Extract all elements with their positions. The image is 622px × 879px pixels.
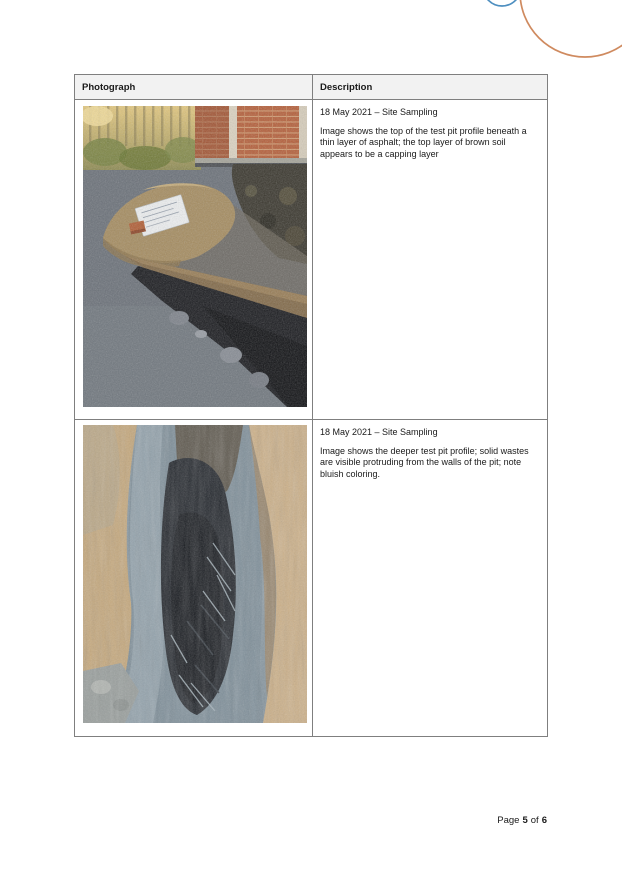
column-header-photograph: Photograph <box>75 75 313 100</box>
partial-logo-decoration <box>422 0 622 62</box>
photo-description-text: Image shows the top of the test pit profile beneath a thin layer of asphalt; the top layer of brown soil appears to be a capping layer <box>320 125 527 159</box>
table-header-row <box>75 75 548 100</box>
photograph-cell <box>75 420 313 737</box>
description-cell <box>313 100 548 420</box>
column-header-description: Description <box>313 75 548 100</box>
photograph-cell <box>75 100 313 420</box>
table-row <box>75 420 548 737</box>
page-number-total: 6 <box>541 815 547 826</box>
description-cell <box>313 420 548 737</box>
test-pit-photo-top <box>83 106 312 407</box>
photo-description-text: Image shows the deeper test pit profile; solid wastes are visible protruding from the walls of the pit; note bluish coloring. <box>320 445 529 479</box>
logo-arc-blue-icon <box>483 0 521 6</box>
photo-date-line: 18 May 2021 – Site Sampling <box>320 107 438 117</box>
photo-date-line: 18 May 2021 – Site Sampling <box>320 427 438 437</box>
logo-arcs-svg <box>422 0 622 62</box>
page-number-current: 5 <box>522 815 528 826</box>
page-number-label: Page <box>497 815 520 826</box>
photo-log-table <box>74 74 548 737</box>
logo-arc-orange-icon <box>520 0 622 57</box>
page-number-of-label: of <box>530 815 539 826</box>
page-number <box>497 815 547 826</box>
test-pit-photo-deep <box>83 425 312 723</box>
table-row <box>75 100 548 420</box>
